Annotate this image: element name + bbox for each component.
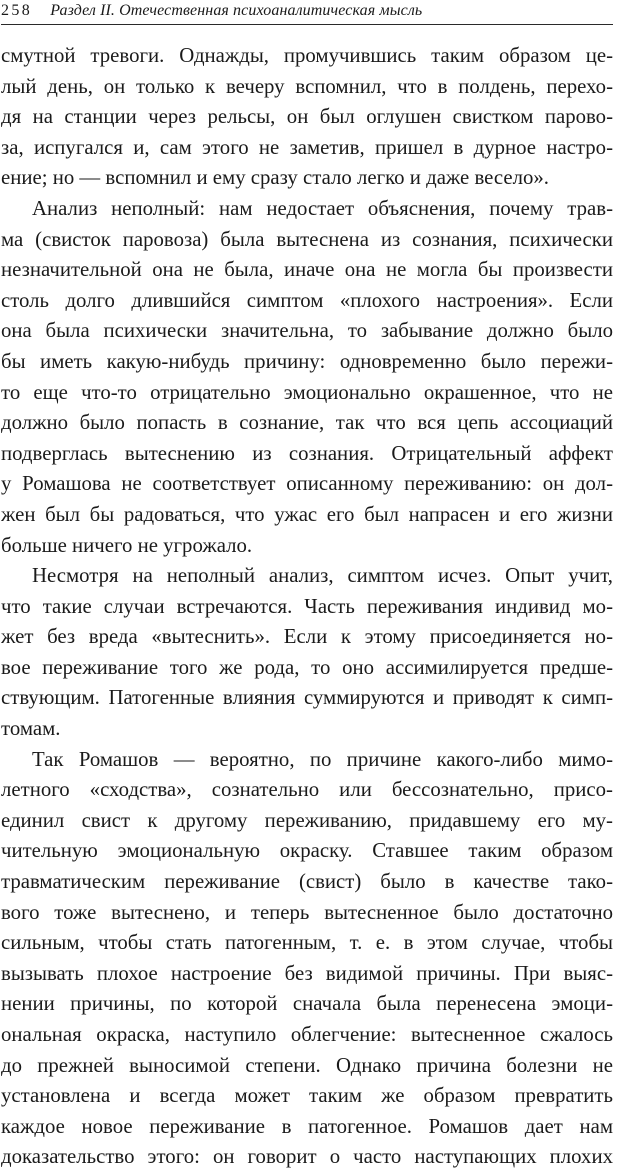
text-line: летного «сходства», сознательно или бессознательно, присо- bbox=[1, 778, 613, 802]
text-line: Несмотря на неполный анализ, симптом исчез. Опыт учит, bbox=[32, 564, 613, 588]
text-line: вызывать плохое настроение без видимой причины. При выяс- bbox=[1, 961, 613, 985]
text-line: нении причины, по которой сначала была перенесена эмоци- bbox=[1, 992, 613, 1016]
text-line: смутной тревоги. Однажды, промучившись таким образом це- bbox=[1, 44, 613, 67]
text-line: ональная окраска, наступило облегчение: вытесненное сжалось bbox=[1, 1023, 613, 1046]
text-line: единил свист к другому переживанию, придавшему его му- bbox=[1, 808, 613, 832]
text-line: Анализ неполный: нам недостает объяснения, почему трав- bbox=[32, 196, 613, 220]
page-number: 258 bbox=[1, 2, 33, 19]
text-line: до прежней выносимой степени. Однако причина болезни не bbox=[1, 1053, 613, 1077]
text-line: жен был бы радоваться, что ужас его был напрасен и его жизни bbox=[1, 502, 613, 526]
text-line: то еще что-то отрицательно эмоционально окрашенное, что не bbox=[1, 380, 613, 404]
text-line: дя на станции через рельсы, он был оглушен свистком парово- bbox=[1, 105, 613, 129]
text-line: вого тоже вытеснено, и теперь вытесненное было достаточно bbox=[1, 900, 613, 924]
text-line: жет без вреда «вытеснить». Если к этому присоединяется но- bbox=[1, 625, 613, 649]
text-line: ствующим. Патогенные влияния суммируются и приводят к симп- bbox=[1, 686, 613, 710]
text-line: каждое новое переживание в патогенное. Ромашов дает нам bbox=[1, 1114, 613, 1138]
text-line: ма (свисток паровоза) была вытеснена из сознания, психически bbox=[1, 227, 613, 251]
body-text bbox=[1, 41, 613, 1173]
text-line: незначительной она не была, иначе она не могла бы произвести bbox=[1, 258, 613, 282]
text-line: бы иметь какую-нибудь причину: одновременно было пережи- bbox=[1, 349, 613, 373]
text-line: должно было попасть в сознание, так что вся цепь ассоциаций bbox=[1, 411, 613, 435]
text-line: травматическим переживание (свист) было в качестве тако- bbox=[1, 870, 613, 894]
text-line: лый день, он только к вечеру вспомнил, что в полдень, перехо- bbox=[1, 74, 613, 98]
text-line: вое переживание того же рода, то оно ассимилируется предше- bbox=[1, 655, 613, 679]
text-line: сильным, чтобы стать патогенным, т. е. в этом случае, чтобы bbox=[1, 931, 613, 955]
text-line: чительную эмоциональную окраску. Ставшее таким образом bbox=[1, 839, 613, 863]
text-line: она была психически значительна, то забывание должно было bbox=[1, 319, 613, 343]
running-head-title: Раздел II. Отечественная психоаналитическая мысль bbox=[50, 2, 423, 19]
text-line: за, испугался и, сам этого не заметив, пришел в дурное настро- bbox=[1, 135, 613, 159]
text-line: у Ромашова не соответствует описанному переживанию: он дол- bbox=[1, 472, 613, 496]
text-line: установлена и всегда может таким же образом превратить bbox=[1, 1084, 613, 1108]
text-line: томам. bbox=[1, 717, 61, 741]
text-line: подверглась вытеснению из сознания. Отрицательный аффект bbox=[1, 441, 613, 465]
text-line: ение; но — вспомнил и ему сразу стало легко и даже весело». bbox=[1, 166, 549, 190]
text-line: доказательство этого: он говорит о часто наступающих плохих bbox=[1, 1145, 613, 1169]
text-line: Так Ромашов — вероятно, по причине какого-либо мимо- bbox=[32, 747, 613, 771]
text-line: что такие случаи встречаются. Часть переживания индивид мо- bbox=[1, 594, 613, 618]
text-line: больше ничего не угрожало. bbox=[1, 533, 253, 557]
running-head bbox=[1, 0, 613, 25]
text-line: столь долго длившийся симптом «плохого настроения». Если bbox=[1, 288, 613, 312]
